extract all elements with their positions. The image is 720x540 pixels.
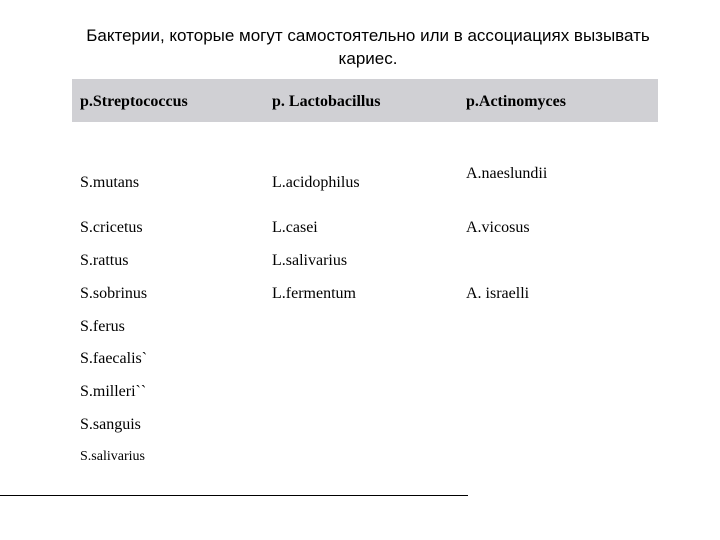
lacto-item: L.fermentum xyxy=(272,285,356,302)
lacto-item: L.salivarius xyxy=(272,252,348,269)
slide-title xyxy=(28,24,708,70)
title-line-1: Бактерии, которые могут самостоятельно или в ассоциациях вызывать xyxy=(86,26,650,45)
strep-item: S.cricetus xyxy=(80,219,143,236)
strep-item: S.sanguis xyxy=(80,416,141,433)
header-lactobacillus: p. Lactobacillus xyxy=(272,93,381,110)
actino-item: A. israelli xyxy=(466,285,530,302)
bottom-divider xyxy=(0,495,468,496)
lacto-item: L.casei xyxy=(272,219,318,236)
header-streptococcus: p.Streptococcus xyxy=(80,93,188,110)
lacto-item: L.acidophilus xyxy=(272,174,360,191)
actino-item: A.vicosus xyxy=(466,219,530,236)
strep-item: S.ferus xyxy=(80,318,125,335)
actino-item: A.naeslundii xyxy=(466,165,548,182)
strep-item: S.sobrinus xyxy=(80,285,148,302)
strep-item: S.milleri`` xyxy=(80,383,147,400)
strep-item: S.rattus xyxy=(80,252,129,269)
strep-item: S.faecalis` xyxy=(80,350,148,367)
title-line-2: кариес. xyxy=(338,49,398,68)
strep-item: S.salivarius xyxy=(80,449,145,464)
strep-item: S.mutans xyxy=(80,174,140,191)
header-actinomyces: p.Actinomyces xyxy=(466,93,566,110)
